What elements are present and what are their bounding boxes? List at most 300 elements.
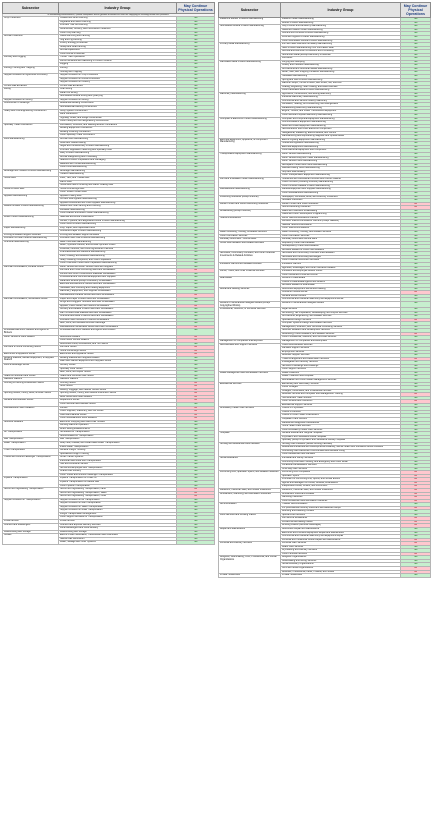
subsector-cell: Air Transportation [3,431,59,438]
operations-status-cell: Yes [401,174,431,178]
operations-status-cell: No [177,491,215,495]
industry-group-cell: Other Support Services [281,368,401,372]
industry-group-cell: Office Supplies, Stationery, and Gift Stores [59,410,177,414]
operations-status-cell: Yes [401,414,431,418]
operations-status-cell: Yes [177,441,215,445]
industry-group-cell: Fiber, Yarn, and Thread Mills [59,176,177,180]
operations-status-cell: Yes [177,81,215,85]
operations-status-cell: Yes [401,311,431,315]
operations-status-cell: Yes [401,273,431,277]
industry-group-cell: Other Food Manufacturing [59,166,177,170]
industry-group-cell: Residential Building Construction [59,102,177,106]
operations-status-cell: Yes [401,195,431,199]
industry-group-cell: Apparel Accessories and Other Apparel Manufacturing [59,201,177,205]
operations-status-cell: No [177,395,215,399]
industry-group-cell: Converted Paper Product Manufacturing [59,230,177,234]
subsector-cell: Accommodation [219,503,281,514]
operations-status-cell: Yes [177,279,215,283]
operations-status-cell: Yes [401,192,431,196]
operations-status-cell: Yes [177,258,215,262]
industry-group-cell: Manufacturing and Reproducing Magnetic and Optical Media [281,135,401,139]
industry-group-header: Industry Group [281,3,401,18]
operations-status-cell: Yes [177,173,215,177]
subsector-cell: Chemical Manufacturing [3,240,59,265]
industry-group-cell: Motor Vehicle Manufacturing [281,153,401,157]
subsector-cell: Electronics & Appliance Stores [3,353,59,357]
industry-group-cell: Nonmetallic Mineral Mining and Quarrying [59,95,177,99]
operations-status-cell: Yes [401,35,431,39]
industry-group-cell: Pesticide, Fertilizer, and Other Agricultural Chemical [59,247,177,251]
operations-status-cell: Yes [177,378,215,382]
operations-status-cell: Yes [401,343,431,347]
operations-status-cell: No [177,388,215,392]
operations-status-cell: Yes [177,342,215,346]
industry-group-cell: Industrial Machinery Manufacturing [281,96,401,100]
industry-group-cell: Religious Organizations [281,556,401,560]
operations-status-cell: Yes [401,188,431,192]
industry-group-cell: Other Fabricated Metal Product Manufacturing [281,89,401,93]
subsector-cell: Support Activities for Transportation [3,498,59,519]
operations-status-cell: Yes [177,481,215,485]
subsector-cell: Social Assistance [219,457,281,471]
operations-status-cell: Yes [401,460,431,464]
operations-status-cell: Yes [177,244,215,248]
industry-group-cell: Department Stores [59,399,177,403]
operations-status-cell: Yes [401,563,431,567]
operations-status-cell: Yes [177,247,215,251]
subsector-cell: Broadcasting (except Internet) [219,209,281,216]
operations-status-cell: No [401,492,431,496]
operations-status-cell: Yes [401,425,431,429]
industry-group-cell: RV (Recreational Vehicle) Parks and Recreational Camps [281,506,401,510]
industry-group-cell: Footwear Manufacturing [59,208,177,212]
operations-status-cell: No [177,349,215,353]
industry-group-cell: Electronic Shopping and Mail-Order Houses [59,420,177,424]
operations-status-cell: Yes [177,322,215,326]
operations-status-cell: No [177,417,215,421]
operations-status-cell: Yes [177,63,215,67]
industry-group-cell: Offices of Physicians [281,407,401,411]
industry-group-cell: Commercial and Industrial Machinery and Equipment Rental [281,298,401,302]
operations-status-cell: Yes [177,74,215,78]
operations-status-cell: Yes [401,510,431,514]
operations-status-cell: No [401,496,431,500]
operations-status-cell: Yes [177,308,215,312]
subsector-cell: Management of Companies & Enterprises [219,339,281,343]
industry-group-cell: Inland Water Transportation [59,445,177,449]
industry-group-cell: Ventilation, Heating, Air-Conditioning, and Refrigeration [281,103,401,107]
operations-status-cell: Yes [177,91,215,95]
operations-status-cell: Yes [401,545,431,549]
operations-status-cell: Yes [401,277,431,281]
industry-group-cell: Home Health Care Services [281,425,401,429]
subsector-cell: Support Activities for Agriculture & Forestry [3,74,59,85]
industry-group-cell: Glass and Glass Product Manufacturing [281,28,401,32]
industry-group-cell: Used Merchandise Stores [59,413,177,417]
operations-status-cell: Yes [177,194,215,198]
operations-status-cell: Yes [177,45,215,49]
operations-status-cell: No [401,471,431,475]
subsector-cell: Hospitals [219,432,281,443]
industry-group-cell: Computer and Peripheral Equipment Manufacturing [281,117,401,121]
operations-status-cell: Yes [177,431,215,435]
operations-status-cell: Yes [177,106,215,110]
industry-group-cell: Lumber and Other Construction Materials Wholesalers [59,272,177,276]
industry-group-cell: Business, Professional, Labor, Political, and Similar [281,570,401,574]
operations-status-cell: Yes [401,241,431,245]
operations-status-cell: Yes [401,167,431,171]
industry-group-cell: Hunting and Trapping [59,70,177,74]
operations-status-cell: Yes [177,516,215,520]
operations-status-cell: Yes [177,498,215,502]
industry-group-cell: Home Furnishings Stores [59,349,177,353]
operations-status-cell: Yes [177,520,215,524]
industry-group-cell: Sawmills and Wood Preservation [59,215,177,219]
industry-group-cell: Freight Transportation Arrangement [59,512,177,516]
industry-group-cell: Other Furniture Related Product Manufacturing [281,184,401,188]
operations-status-cell: Yes [401,527,431,531]
subsector-cell: Miscellaneous Manufacturing [219,188,281,195]
industry-group-cell: Metalworking Machinery Manufacturing [281,106,401,110]
industry-group-cell: Vending Machine Operators [59,424,177,428]
industry-group-cell: Nursing Care Facilities (Skilled Nursing Facilities) [281,442,401,446]
operations-status-cell: No [401,520,431,524]
industry-group-cell: Other Wood Product Manufacturing [59,223,177,227]
industry-group-cell: Waste Treatment and Disposal [281,375,401,379]
operations-status-cell: Yes [401,234,431,238]
subsector-cell: Forestry and Logging [3,56,59,67]
subsector-cell: Motor Vehicle & Parts Dealers [3,335,59,346]
industry-group-cell: Automobile Dealers [59,335,177,339]
industry-group-cell: Resin, Synthetic Rubber, and Artificial Synthetic Fibers [59,244,177,248]
operations-status-cell: Yes [177,534,215,538]
industry-group-cell: Junior Colleges [281,386,401,390]
operations-status-cell: No [401,206,431,210]
industry-group-cell: Other Information Services [281,234,401,238]
industry-group-cell: Highway, Street, and Bridge Construction [59,116,177,120]
industry-group-cell: Iron and Steel Mills and Ferroalloy Manufacturing [281,43,401,47]
operations-status-cell: Yes [177,297,215,301]
operations-status-cell: Yes [401,96,431,100]
operations-status-cell: Yes [401,270,431,274]
subsector-cell: Funds, Trusts, and Other Financial Vehicles [219,270,281,277]
operations-status-cell: Yes [401,467,431,471]
subsector-cell: Oil and Gas Extraction [3,84,59,88]
subsector-cell: Building Material, Garden Equipment, & Supplies Dealers [3,356,59,363]
subsector-cell: Computer & Electronic Product Manufacturing [219,117,281,138]
industry-group-cell: Postal Service [59,520,177,524]
operations-status-cell: Yes [401,513,431,517]
operations-status-cell: No [401,488,431,492]
subsector-cell: Scenic and Sightseeing Transportation [3,488,59,499]
industry-group-cell: Book Stores and News Dealers [59,395,177,399]
industry-group-cell: General Medical and Surgical Hospitals [281,432,401,436]
operations-status-cell: Yes [401,315,431,319]
operations-status-cell: Yes [401,361,431,365]
operations-status-cell: Yes [401,379,431,383]
operations-status-cell: Yes [177,537,215,541]
operations-status-cell: Yes [401,18,431,22]
subsector-cell: Amusement, Gambling, and Recreation Industries [219,492,281,503]
operations-status-cell: No [177,399,215,403]
industry-group-cell: Depository Credit Intermediation [281,241,401,245]
operations-status-cell: Yes [401,368,431,372]
subsector-cell: Transit and Ground Passenger Transportation [3,456,59,477]
operations-status-cell: Yes [401,131,431,135]
industry-group-cell: Textile and Fabric Finishing and Fabric Coating Mills [59,184,177,188]
operations-status-cell: Yes [177,98,215,102]
operations-status-cell: Yes [177,541,215,545]
industry-group-cell: Community Food and Housing, and Emergency and Other Relief [281,460,401,464]
subsector-cell: Wholesale Electronic Markets and Agents & Brokers [3,329,59,335]
industry-group-cell: Sugar and Confectionery Product Manufacturing [59,145,177,149]
operations-status-cell: Yes [401,350,431,354]
subsector-cell: Educational Services [219,382,281,407]
operations-status-cell: Yes [177,28,215,32]
operations-status-cell: Yes [401,184,431,188]
industry-group-cell: Animal Aquaculture [59,49,177,53]
industry-group-cell: Cut and Sew Apparel Manufacturing [59,198,177,202]
operations-status-cell: No [401,485,431,489]
operations-status-cell: Yes [177,31,215,35]
operations-status-cell: Yes [177,424,215,428]
subsector-cell: Postal Service [3,520,59,524]
subsector-cell: Religious, Grantmaking, Civic, Professional, and Similar Organizations [219,556,281,574]
operations-status-cell: No [177,353,215,357]
operations-status-cell: Yes [177,77,215,81]
operations-status-cell: No [401,524,431,528]
industry-group-cell: Bakeries and Tortilla Manufacturing [59,162,177,166]
operations-status-cell: No [177,413,215,417]
operations-status-cell: Yes [177,116,215,120]
operations-status-cell: Yes [177,134,215,138]
industry-group-cell: Elementary and Secondary Schools [281,382,401,386]
subsector-cell: Animal Production [3,35,59,56]
industry-group-cell: Spring and Wire Product Manufacturing [281,78,401,82]
subsector-cell: Wood Product Manufacturing [3,215,59,226]
industry-group-cell: Hardware Manufacturing [281,74,401,78]
industry-group-cell: Miscellaneous Nondurable Goods Merchant Wholesalers [59,325,177,329]
operations-status-cell: Yes [177,127,215,131]
operations-status-cell: Yes [177,233,215,237]
industry-group-cell: Building Finishing Contractors [59,130,177,134]
operations-status-cell: Yes [401,262,431,266]
subsector-cell: Utilities [3,534,59,545]
industry-group-cell: Satellite Telecommunications [281,223,401,227]
operations-status-cell: Yes [401,121,431,125]
operations-status-cell: No [177,385,215,389]
subsector-cell: Telecommunications [219,216,281,230]
operations-status-cell: Yes [177,198,215,202]
left-table-panel [2,2,214,545]
operations-status-cell: Yes [401,259,431,263]
industry-group-cell: Furniture Stores [59,346,177,350]
operations-status-cell: Yes [177,477,215,481]
operations-status-cell: Yes [177,420,215,424]
operations-status-cell: No [401,499,431,503]
industry-group-cell: Architectural and Structural Metals Manufacturing [281,67,401,71]
operations-status-cell: Yes [401,160,431,164]
industry-group-cell: Agencies, Brokerages, and Other Insurance Related [281,266,401,270]
operations-status-cell: No [401,481,431,485]
industry-group-cell: Alumina and Aluminum Production and Processing [281,50,401,54]
industry-group-cell: Lawn and Garden Equipment and Supplies Stores [59,360,177,364]
industry-group-cell: Metal Ore Mining [59,91,177,95]
operations-status-cell: Yes [177,438,215,442]
operations-status-cell: Yes [401,170,431,174]
operations-status-cell: Yes [401,117,431,121]
operations-status-cell: Yes [401,67,431,71]
operations-status-cell: Yes [177,201,215,205]
operations-status-cell: No [401,566,431,570]
operations-status-cell: Yes [401,209,431,213]
industry-group-cell: Grocery Stores [59,363,177,367]
industry-group-cell: Management, Scientific, and Technical Consulting Services [281,325,401,329]
subsector-cell: Private Households [219,574,281,578]
operations-status-cell: Yes [401,325,431,329]
industry-group-cell: Other Crop Farming [59,31,177,35]
industry-group-cell: Clay Product and Refractory Manufacturing [281,25,401,29]
subsector-cell: Rail Transportation [3,438,59,442]
operations-status-cell: Yes [177,255,215,259]
operations-status-cell: Yes [177,329,215,335]
industry-group-cell: Leather and Hide Tanning and Finishing [59,205,177,209]
operations-status-cell: Yes [401,364,431,368]
subsector-cell: Health & Personal Care Stores [3,374,59,378]
operations-status-cell: Yes [401,371,431,375]
operations-status-cell: Yes [177,240,215,244]
industry-group-cell: Civic and Social Organizations [281,566,401,570]
industry-group-cell: Pipeline Transportation of Natural Gas [59,481,177,485]
operations-status-cell: Yes [177,215,215,219]
industry-group-cell: Cattle Ranching and Farming [59,35,177,39]
subsector-cell: Primary Metal Manufacturing [219,43,281,61]
operations-status-cell: No [177,304,215,308]
subsector-cell: Warehousing and Storage [3,530,59,534]
operations-status-cell: Yes [401,266,431,270]
operations-status-cell: Yes [401,503,431,507]
operations-status-cell: Yes [177,208,215,212]
industry-group-cell: Automotive Parts, Accessories, and Tire Stores [59,342,177,346]
industry-group-cell: Plastics Product Manufacturing [281,18,401,22]
industry-group-cell: Textile Furnishings Mills [59,187,177,191]
industry-group-cell: Securities and Commodity Exchanges [281,255,401,259]
industry-group-cell: Beer, Wine, and Liquor Stores [59,371,177,375]
industry-group-cell: Specialized Freight Trucking [59,452,177,456]
industry-group-cell: Grantmaking and Giving Services [281,559,401,563]
operations-status-cell: Yes [401,106,431,110]
operations-status-cell: Yes [177,360,215,364]
operations-status-cell: No [401,542,431,546]
operations-status-cell: No [177,392,215,396]
industry-group-cell: Other Leather and Allied Product Manufacturing [59,212,177,216]
industry-group-cell: Warehousing and Storage [59,530,177,534]
industry-group-cell: Motor Vehicle Body and Trailer Manufacturing [281,156,401,160]
industry-group-cell: Lessors of Nonfinancial Intangible Assets [281,301,401,307]
operations-status-cell: Yes [177,38,215,42]
operations-status-cell: Yes [177,130,215,134]
operations-status-cell: Yes [401,386,431,390]
operations-status-cell: Yes [177,113,215,117]
operations-status-cell: Yes [177,512,215,516]
subsector-cell: Paper Manufacturing [3,226,59,233]
industry-group-cell: Natural Gas Distribution [59,537,177,541]
operations-status-cell: Yes [401,85,431,89]
operations-status-cell: Yes [401,227,431,231]
operations-status-cell: Yes [401,28,431,32]
subsector-cell: Lessors of Nonfinancial Intangible Assets (except Copyrighted Works) [219,301,281,307]
industry-group-cell: Private Households [281,574,401,578]
subsector-cell: Specialty Trade Contractors [3,123,59,137]
industry-group-cell: Business Support Services [281,354,401,358]
industry-group-cell: Computer Systems Design and Related Services [281,322,401,326]
operations-status-cell: Yes [177,374,215,378]
industry-group-cell: Petroleum and Coal Products Manufacturing [59,237,177,241]
subsector-cell: Furniture & Home Furnishing Stores [3,346,59,353]
industry-group-cell: General Freight Trucking [59,449,177,453]
industry-group-cell: Traveler Accommodation [281,503,401,507]
exemption-note: In extenuating circumstances, special exemptions will be granted to businesses that are supplying or servicing health care providers. [3,13,215,17]
operations-status-cell: No [177,335,215,339]
industry-group-cell: Radio and Television Broadcasting [281,209,401,213]
operations-status-cell: No [401,357,431,361]
operations-status-cell: Yes [401,110,431,114]
industry-group-cell: Paper and Paper Product Merchant Wholesalers [59,297,177,301]
operations-status-cell: Yes [401,382,431,386]
industry-group-cell: Electronic and Precision Equipment Repair and Maintenance [281,531,401,535]
operations-status-cell: Yes [401,418,431,422]
subsector-header: Subsector [219,3,281,18]
operations-status-cell: Yes [177,456,215,460]
industry-group-cell: Promoters of Performing Arts, Sports, and Similar Events [281,478,401,482]
operations-status-cell: Yes [401,294,431,298]
operations-status-cell: Yes [401,64,431,68]
industry-group-cell: Ship and Boat Building [281,170,401,174]
industry-group-cell: Full-Service Restaurants [281,517,401,521]
operations-status-cell: Yes [401,124,431,128]
operations-status-cell: Yes [177,169,215,173]
subsector-cell: Personal and Laundry Services [219,542,281,556]
operations-status-cell: Yes [177,145,215,149]
industry-group-cell: Apparel, Piece Goods, and Notions Wholesalers [59,304,177,308]
industry-group-cell: Other Amusement and Recreation Industries [281,499,401,503]
industry-table-left [2,2,215,545]
operations-status-cell: No [401,570,431,574]
operations-status-cell: Yes [401,407,431,411]
operations-status-cell: Yes [401,389,431,393]
operations-status-cell: Yes [401,322,431,326]
subsector-cell: Truck Transportation [3,449,59,456]
industry-group-cell: Railroad Rolling Stock Manufacturing [281,167,401,171]
industry-group-cell: Forest Nurseries and Gathering of Forest Products [59,59,177,63]
industry-group-cell: Consumer Goods Rental [281,291,401,295]
industry-group-cell: Fabric Mills [59,180,177,184]
subsector-cell: Merchant Wholesalers, Durable Goods [3,265,59,297]
industry-group-header: Industry Group [59,3,177,14]
operations-status-cell: Yes [401,457,431,461]
industry-group-cell: Drinking Places (Alcoholic Beverages) [281,524,401,528]
operations-status-cell: Yes [401,439,431,443]
operations-status-cell: Yes [177,109,215,113]
operations-status-cell: Yes [401,446,431,450]
industry-group-cell: Basic Chemical Manufacturing [59,240,177,244]
industry-group-cell: Nondepository Credit Intermediation [281,245,401,249]
industry-group-cell: Other General Merchandise Stores [59,402,177,406]
operations-status-cell: Yes [177,166,215,170]
industry-group-cell: Water, Sewage and Other Systems [59,541,177,545]
operations-status-cell: Yes [401,199,431,203]
operations-status-cell: Yes [177,427,215,431]
